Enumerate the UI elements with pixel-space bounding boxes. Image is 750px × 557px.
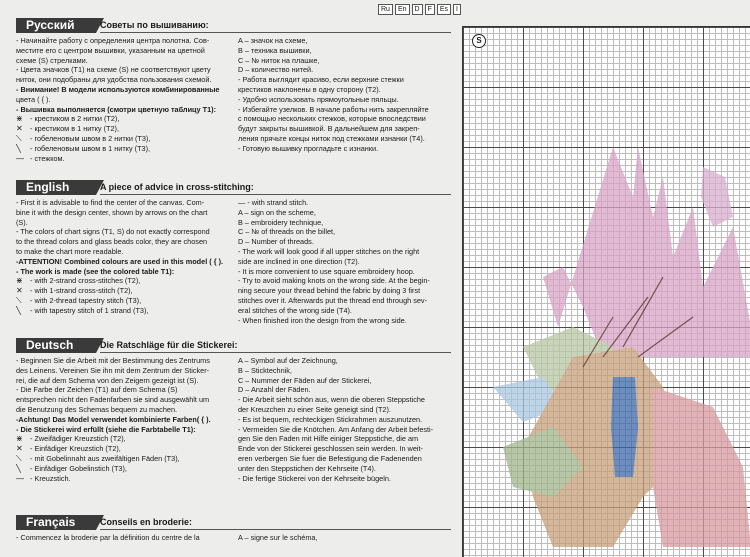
- text-line: D – Number of threads.: [238, 237, 314, 247]
- divider: [100, 194, 451, 195]
- text-line: C – Nummer der Fäden auf der Stickerei,: [238, 375, 372, 385]
- text-line: крестиков наклонены в одну сторону (T2).: [238, 84, 381, 94]
- section-tab-francais: Français: [16, 515, 96, 530]
- double-cross-stitch-icon: ⋇: [16, 276, 23, 286]
- section-heading-russian: Советы по вышиванию:: [100, 20, 209, 30]
- straight-stitch-icon: —: [16, 473, 24, 483]
- double-cross-stitch-icon: ⋇: [16, 114, 23, 124]
- text-line: - Die fertige Stickerei von der Kehrseite bügeln.: [238, 473, 391, 483]
- text-line: des Leinens. Vereinen Sie ihn mit dem Zentrum der Sticker-: [16, 365, 210, 375]
- lang-tab-f[interactable]: F: [425, 4, 435, 15]
- text-line: схеме (S) стрелками.: [16, 55, 88, 65]
- divider: [100, 32, 451, 33]
- text-line: - Try to avoid making knots on the wrong side. At the begin-: [238, 276, 430, 286]
- text-line: entsprechen nicht den Fadenfarben sie sind ausgewählt um: [16, 395, 210, 405]
- deutsch-col2: [238, 356, 446, 483]
- francais-col1: [16, 533, 228, 543]
- divider: [100, 352, 451, 353]
- text-line: - with 2-strand cross-stitches (T2),: [30, 276, 141, 286]
- text-line: - with 2-thread tapestry stitch (T3),: [30, 295, 142, 305]
- language-selector: [378, 4, 461, 15]
- cross-stitch-icon: ✕: [16, 444, 23, 454]
- text-line: D – Anzahl der Fäden.: [238, 385, 311, 395]
- red-pink-area: [653, 387, 750, 547]
- tapestry-double-icon: ⟍: [16, 295, 22, 305]
- text-line: - The work is made (see the colored table T1):: [16, 266, 175, 276]
- tapestry-double-icon: ⟍: [16, 133, 22, 143]
- text-line: B – техника вышивки,: [238, 45, 312, 55]
- text-line: rei, die auf dem Schema von den Zeigern gezeigt ist (S).: [16, 375, 199, 385]
- text-line: to make the chart more readable.: [16, 246, 124, 256]
- tapestry-single-icon: ╲: [16, 143, 21, 153]
- text-line: - Die Farbe der Zeichen (T1) auf dem Schema (S): [16, 385, 178, 395]
- text-line: — - with strand stitch.: [238, 198, 309, 207]
- text-line: - When finished iron the design from the wrong side.: [238, 315, 407, 325]
- text-line: - Kreuzstich.: [30, 473, 71, 483]
- chart-s-marker: S: [472, 34, 486, 48]
- section-tab-deutsch: Deutsch: [16, 338, 96, 353]
- text-line: ниток, они подобраны для удобства пользования схемой.: [16, 75, 212, 85]
- text-line: - крестиком в 2 нитки (T2),: [30, 114, 120, 124]
- text-line: - Цвета значков (T1) на схеме (S) не соответствуют цвету: [16, 65, 211, 75]
- text-line: - Начинайте работу с определения центра полотна. Сов-: [16, 36, 210, 45]
- text-line: - It is more convenient to use square embroidery hoop.: [238, 266, 415, 276]
- english-col2: [238, 198, 446, 325]
- text-line: A – sign on the scheme,: [238, 207, 316, 217]
- section-heading-francais: Conseils en broderie:: [100, 517, 193, 527]
- text-line: - Die Stickerei wird erfüllt (siehe die Farbtabelle T1):: [16, 424, 196, 434]
- text-line: - Удобно использовать прямоугольные пяльцы.: [238, 94, 399, 104]
- text-line: C – № ниток на плашке,: [238, 55, 320, 65]
- text-line: -ATTENTION! Combined colours are used in this model ( { ).: [16, 256, 224, 266]
- tapestry-single-icon: ╲: [16, 463, 21, 473]
- russian-col1: [16, 36, 228, 163]
- text-line: - крестиком в 1 нитку (T2),: [30, 124, 119, 134]
- text-line: die Benutzung des Schemas bequem zu machen.: [16, 404, 178, 414]
- text-line: - Es ist bequem, rechteckigen Stickrahmen auszunutzen.: [238, 414, 423, 424]
- text-line: с помощью нескольких стежков, которые впоследствии: [238, 114, 426, 124]
- text-line: stitches over it. Afterwards put the thread end through sev-: [238, 295, 428, 305]
- text-line: A – значок на схеме,: [238, 36, 308, 45]
- text-line: - Готовую вышивку прогладьте с изнанки.: [238, 143, 379, 153]
- text-line: der Kreuzchen zu einer Seite geneigt sind (T2).: [238, 404, 391, 414]
- cross-stitch-icon: ✕: [16, 286, 23, 296]
- section-russian: [16, 18, 451, 163]
- text-line: - гобеленовым швом в 1 нитку (T3),: [30, 143, 151, 153]
- lang-tab-d[interactable]: D: [412, 4, 423, 15]
- text-line: - Die Arbeit sieht schön aus, wenn die oberen Steppstiche: [238, 395, 425, 405]
- text-line: - гобеленовым швом в 2 нитки (T3),: [30, 133, 151, 143]
- section-heading-deutsch: Die Ratschläge für die Stickerei:: [100, 340, 238, 350]
- section-english: [16, 180, 451, 325]
- text-line: цвета ( { ).: [16, 94, 51, 104]
- text-line: A – signe sur le schéma,: [238, 533, 318, 542]
- text-line: - Vermeiden Sie die Knötchen. Am Anfang der Arbeit befesti-: [238, 424, 434, 434]
- text-line: eren verbergen Sie fuer die Befestigung die Fadenenden: [238, 453, 422, 463]
- section-tab-english: English: [16, 180, 96, 195]
- english-col1: [16, 198, 228, 325]
- tapestry-single-icon: ╲: [16, 305, 21, 315]
- text-line: - The work will look good if all upper stitches on the right: [238, 246, 420, 256]
- text-line: side are inclined in one direction (T2).: [238, 256, 360, 266]
- cross-stitch-icon: ✕: [16, 124, 23, 134]
- text-line: - The colors of chart signs (T1, S) do not exactly correspond: [16, 227, 210, 237]
- section-deutsch: [16, 338, 451, 483]
- lang-tab-es[interactable]: Es: [437, 4, 451, 15]
- text-line: gen Sie den Faden mit Hilfe einiger Steppstiche, die am: [238, 434, 419, 444]
- text-line: ления прячьте концы ниток под стежками изнанки (T4).: [238, 133, 425, 143]
- deutsch-col1: [16, 356, 228, 483]
- russian-col2: [238, 36, 446, 163]
- text-line: - Beginnen Sie die Arbeit mit der Bestimmung des Zentrums: [16, 356, 210, 365]
- text-line: - Zweifädiger Kreuzstich (T2),: [30, 434, 126, 444]
- lang-tab-i[interactable]: I: [453, 4, 461, 15]
- text-line: C – № of threads on the billet,: [238, 227, 336, 237]
- text-line: to the thread colors and glass beads color, they are chosen: [16, 237, 208, 247]
- double-cross-stitch-icon: ⋇: [16, 434, 23, 444]
- text-line: A – Symbol auf der Zeichnung,: [238, 356, 338, 365]
- text-line: - mit Gobelinnaht aus zweifältigen Fäden (T3),: [30, 453, 180, 463]
- text-line: - Вышивка выполняется (смотри цветную таблицу T1):: [16, 104, 217, 114]
- text-line: будут закрыты вышивкой. В дальнейшем для закреп-: [238, 124, 420, 134]
- chart-artwork: [463, 27, 750, 557]
- text-line: ning secure your thread behind the fabric by doing 3 first: [238, 286, 421, 296]
- text-line: eral stitches of the wrong side (T4).: [238, 305, 352, 315]
- text-line: B – Sticktechnik,: [238, 365, 292, 375]
- section-heading-english: A piece of advice in cross-stitching:: [100, 182, 254, 192]
- text-line: - Commencez la broderie par la définition du centre de la: [16, 533, 200, 542]
- straight-stitch-icon: —: [16, 153, 24, 163]
- text-line: местите его с центром вышивки, указанным на цветной: [16, 45, 205, 55]
- section-francais: [16, 515, 451, 543]
- cross-stitch-chart: [462, 26, 750, 557]
- text-line: - Работа выглядит красиво, если верхние стежки: [238, 75, 404, 85]
- text-line: - Einfädiger Gobelinstich (T3),: [30, 463, 127, 473]
- text-line: - with 1-strand cross-stitch (T2),: [30, 286, 133, 296]
- tapestry-double-icon: ⟍: [16, 453, 22, 463]
- text-line: (S).: [16, 217, 28, 227]
- divider: [100, 529, 451, 530]
- francais-col2: [238, 533, 446, 543]
- text-line: - with tapestry stitch of 1 strand (T3),: [30, 305, 149, 315]
- text-line: unter den Steppstichen der Kehrseite (T4).: [238, 463, 376, 473]
- dark-blue-stem: [611, 377, 638, 477]
- section-tab-russian: Русский: [16, 18, 96, 33]
- text-line: - Внимание! В модели используются комбинированные: [16, 84, 220, 94]
- text-line: B – embroidery technique,: [238, 217, 324, 227]
- text-line: Ende von der Stickerei geschlossen sein werden. In weit-: [238, 444, 423, 454]
- lang-tab-ru[interactable]: Ru: [378, 4, 393, 15]
- text-line: bine it with the design center, shown by arrows on the chart: [16, 207, 208, 217]
- text-line: D – количество нитей.: [238, 65, 314, 75]
- text-line: - First it is advisable to find the center of the canvas. Com-: [16, 198, 205, 207]
- pink-flower-upper: [701, 167, 733, 227]
- text-line: -Achtung! Das Model verwendet kombinierte Farben( { ).: [16, 414, 211, 424]
- lang-tab-en[interactable]: En: [395, 4, 410, 15]
- text-line: - стежком.: [30, 153, 65, 163]
- text-line: - Einfädiger Kreuzstich (T2),: [30, 444, 121, 454]
- text-line: - Избегайте узелков. В начале работы нить закрепляйте: [238, 104, 429, 114]
